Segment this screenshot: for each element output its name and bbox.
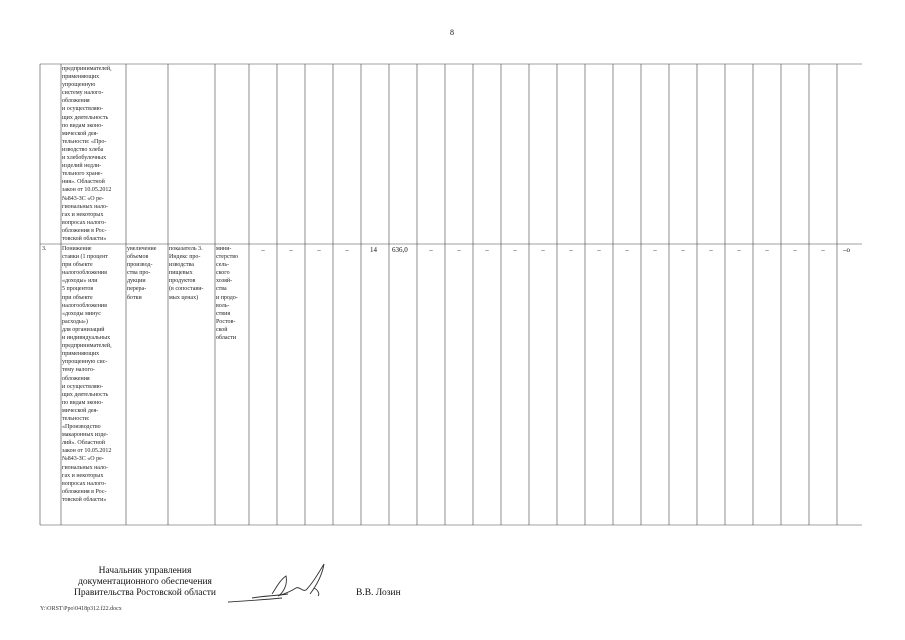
row-2-value-8: – bbox=[457, 246, 461, 254]
row-2-value-18: – bbox=[737, 246, 741, 254]
handwritten-signature bbox=[222, 558, 342, 608]
signatory-position bbox=[40, 566, 250, 599]
row-2-value-3: – bbox=[317, 246, 321, 254]
row-2-goal: увеличение объемов производ- ства про- дукции перера- ботки bbox=[127, 246, 157, 301]
row-2-curator: мини- стерство сель- ского хозяй- ства и продо- воль- ствия Ростов- ской области bbox=[216, 246, 239, 342]
row-2-value-4: – bbox=[345, 246, 349, 254]
position-line-2: документационного обеспечения bbox=[78, 577, 212, 587]
row-2-value-16: – bbox=[681, 246, 685, 254]
row-2-indicator: показатель 3. Индекс про- изводства пищевых продуктов (в сопостави- мых ценах) bbox=[169, 246, 204, 301]
file-path: Y:\ORST\Ppo\0418p312.f22.docx bbox=[40, 606, 122, 612]
row-2-value-6: 636,0 bbox=[392, 246, 408, 254]
row-2-value-11: – bbox=[541, 246, 545, 254]
row-2-value-10: – bbox=[513, 246, 517, 254]
row-2-value-1: – bbox=[261, 246, 265, 254]
row-2-value-15: – bbox=[653, 246, 657, 254]
row-2-value-13: – bbox=[597, 246, 601, 254]
row-2-value-9: – bbox=[485, 246, 489, 254]
row-2-value-7: – bbox=[429, 246, 433, 254]
row-2-value-5: 14 bbox=[370, 246, 377, 254]
row-2-value-17: – bbox=[709, 246, 713, 254]
signatory-name: В.В. Лозин bbox=[356, 588, 401, 598]
row-2-value-12: – bbox=[569, 246, 573, 254]
position-line-3: Правительства Ростовской области bbox=[74, 588, 216, 598]
row-2-value-22: –о bbox=[843, 246, 850, 254]
row-2-value-14: – bbox=[625, 246, 629, 254]
row-2-number: 3. bbox=[42, 246, 47, 252]
row-2-value-19: – bbox=[765, 246, 769, 254]
row-2-value-21: – bbox=[821, 246, 825, 254]
row-2-name: Понижение ставки (1 процент при объекте налогообложения «доходы» или 5 процентов при объекте налогообложения «доходы минус расходы») для организаций и индивидуальных предпринимателей, применяющих упрощенную сис- тему налого- обложения и осуществляю- щих деятельность по видам эконо- мической дея- тельности: «Производство макаронных изде- лий». Областной закон от 10.05.2012 №843-ЗС «О ре- гиональных нало- гах и некоторых вопросах налого- обложения в Рос- товской области» bbox=[62, 246, 112, 503]
position-line-1: Начальник управления bbox=[98, 566, 192, 576]
page-number: 8 bbox=[450, 28, 454, 37]
row-2-value-2: – bbox=[289, 246, 293, 254]
row-1-name: предпринимателей, применяющих упрощенную систему налого- обложения и осуществляю- щих деятельность по видам эконо- мической дея- тельности: «Про- изводство хлеба и хлебобулочных изделий недли- тельного хране- ния». Областной закон от 10.05.2012 №843-ЗС «О ре- гиональных нало- гах и некоторых вопросах налого- обложения в Рос- товской области» bbox=[62, 66, 112, 242]
row-2-value-20: – bbox=[793, 246, 797, 254]
